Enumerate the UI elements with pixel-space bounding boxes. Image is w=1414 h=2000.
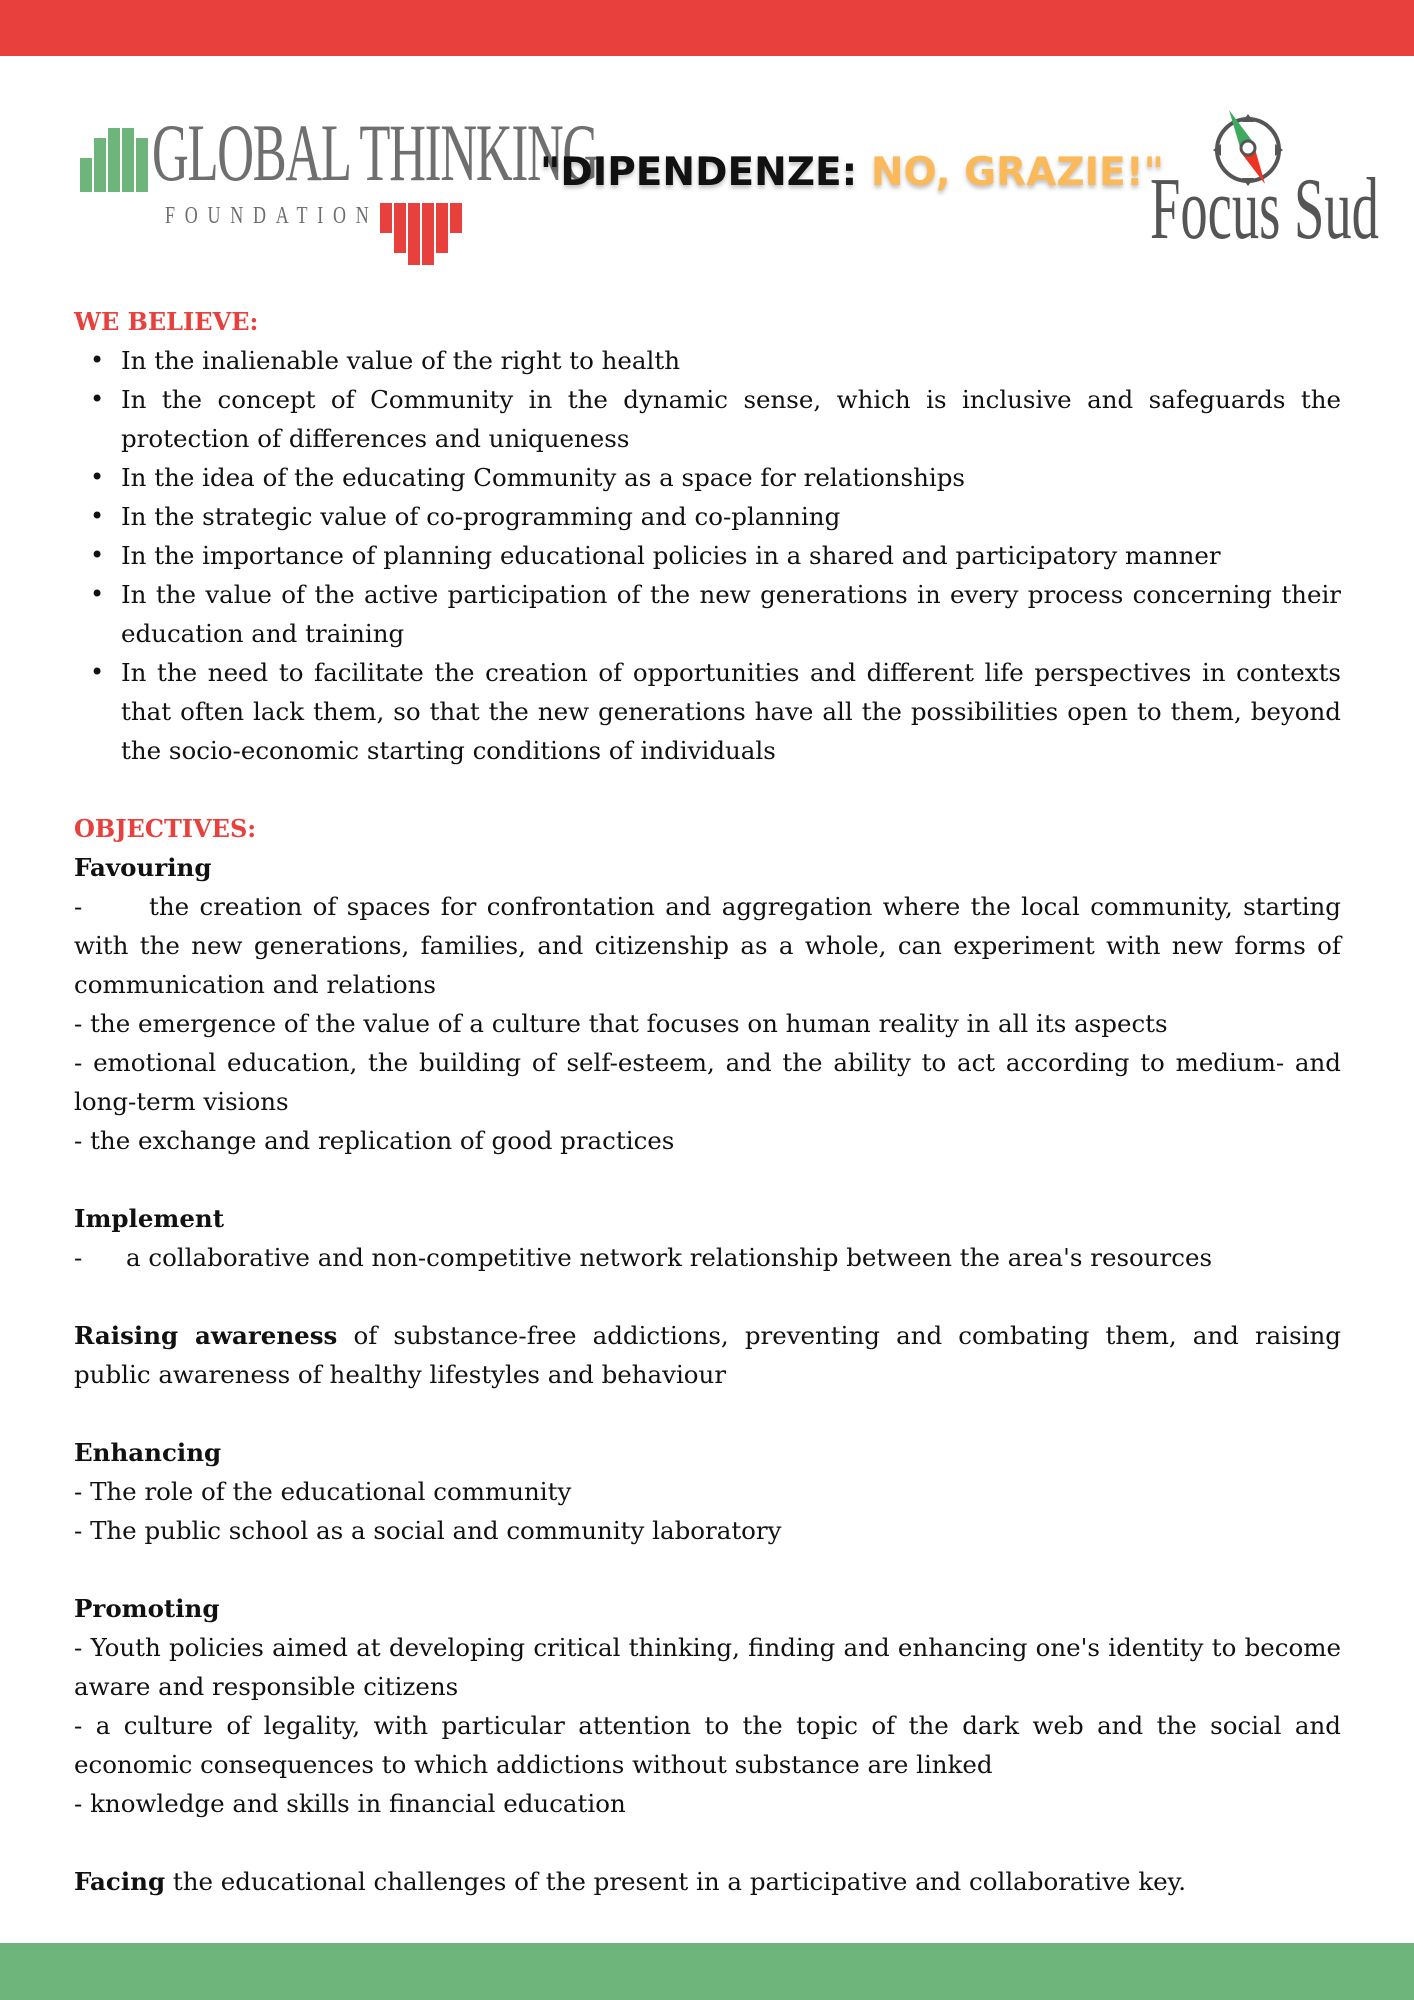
focus-sud-logo: [1145, 108, 1379, 258]
list-item: • In the value of the active participation of the new generations in every process concerning their education and training: [74, 575, 1341, 653]
enhancing-item: - The public school as a social and community laboratory: [74, 1516, 782, 1545]
favouring-item: - the creation of spaces for confrontation and aggregation where the local community, starting with the new generations, families, and citizenship as a whole, can experiment with new forms of communication and relations: [74, 892, 1341, 999]
list-item: • In the idea of the educating Community as a space for relationships: [74, 458, 1341, 497]
promoting-item: - a culture of legality, with particular attention to the topic of the dark web and the social and economic consequences to which addictions without substance are linked: [74, 1711, 1341, 1779]
campaign-title-part2: NO, GRAZIE!": [870, 150, 1164, 195]
top-color-bar: [0, 0, 1414, 56]
objectives-heading: OBJECTIVES:: [74, 814, 257, 843]
favouring-label: Favouring: [74, 853, 212, 882]
list-item: • In the strategic value of co-programming and co-planning: [74, 497, 1341, 536]
facing-paragraph: Facing the educational challenges of the present in a participative and collaborative key.: [74, 1867, 1187, 1896]
campaign-title-part1: "DIPENDENZE:: [540, 150, 871, 195]
red-bars-icon: [380, 203, 465, 268]
we-believe-list: [74, 341, 1341, 770]
list-item: • In the need to facilitate the creation of opportunities and different life perspectives in contexts that often lack them, so that the new generations have all the possibilities open to them, beyond the socio-economic starting conditions of individuals: [74, 653, 1341, 770]
list-item: • In the concept of Community in the dynamic sense, which is inclusive and safeguards the protection of differences and uniqueness: [74, 380, 1341, 458]
implement-item: - a collaborative and non-competitive network relationship between the area's resources: [74, 1243, 1213, 1272]
favouring-item: - emotional education, the building of self-esteem, and the ability to act according to medium- and long-term visions: [74, 1048, 1341, 1116]
list-item: • In the inalienable value of the right to health: [74, 341, 1341, 380]
enhancing-label: Enhancing: [74, 1438, 222, 1467]
list-item: • In the importance of planning educational policies in a shared and participatory manner: [74, 536, 1341, 575]
bottom-color-bar: [0, 1943, 1414, 2000]
global-thinking-foundation-logo: [80, 60, 598, 260]
promoting-label: Promoting: [74, 1594, 220, 1623]
green-bars-icon: [80, 128, 155, 192]
promoting-item: - Youth policies aimed at developing critical thinking, finding and enhancing one's identity to become aware and responsible citizens: [74, 1633, 1341, 1701]
favouring-item: - the emergence of the value of a culture that focuses on human reality in all its aspects: [74, 1009, 1168, 1038]
implement-label: Implement: [74, 1204, 225, 1233]
raising-awareness-paragraph: Raising awareness of substance-free addictions, preventing and combating them, and raising public awareness of healthy lifestyles and behaviour: [74, 1321, 1341, 1389]
focus-sud-text: Focus Sud: [1150, 161, 1379, 258]
favouring-item: - the exchange and replication of good practices: [74, 1126, 675, 1155]
promoting-item: - knowledge and skills in financial education: [74, 1789, 626, 1818]
campaign-title: [540, 150, 1164, 195]
we-believe-heading: WE BELIEVE:: [74, 307, 259, 336]
logo-title: GLOBAL THINKING: [152, 107, 598, 198]
enhancing-item: - The role of the educational community: [74, 1477, 572, 1506]
logo-subtitle: FOUNDATION: [165, 203, 379, 229]
document-body: [74, 302, 1341, 1901]
